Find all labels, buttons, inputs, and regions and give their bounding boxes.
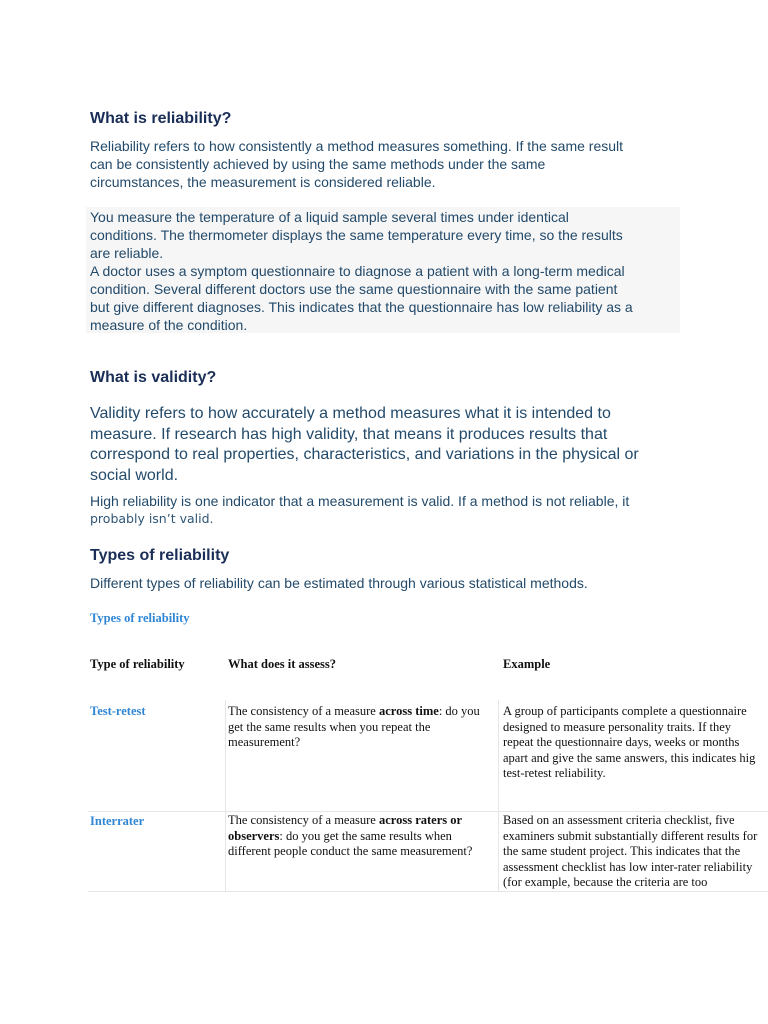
text-line: Validity refers to how accurately a method measures what it is intended to bbox=[90, 405, 611, 422]
table-divider bbox=[498, 700, 499, 891]
validity-note bbox=[90, 492, 680, 528]
text-line: conditions. The thermometer displays the same temperature every time, so the results bbox=[90, 227, 623, 243]
text-line: measure. If research has high validity, that means it produces results that bbox=[90, 425, 608, 443]
heading-what-is-validity: What is validity? bbox=[90, 369, 217, 386]
text-line: condition. Several different doctors use the same questionnaire with the same patient bbox=[90, 281, 618, 297]
text-line: Based on an assessment criteria checklist, five bbox=[503, 813, 735, 827]
heading-types-of-reliability: Types of reliability bbox=[90, 547, 230, 564]
text-line: (for example, because the criteria are too bbox=[503, 875, 708, 889]
text-line: measurement? bbox=[228, 735, 301, 749]
row-example-cell bbox=[503, 704, 768, 782]
text-line: assessment checklist has low inter-rater reliability bbox=[503, 859, 753, 874]
types-intro: Different types of reliability can be estimated through various statistical methods. bbox=[90, 575, 588, 591]
reliability-definition bbox=[90, 137, 680, 191]
table-caption: Types of reliability bbox=[90, 611, 190, 625]
validity-definition bbox=[90, 404, 680, 486]
text-line: observers: do you get the same results when bbox=[228, 828, 452, 843]
text-line: The consistency of a measure across time: do you bbox=[228, 704, 480, 718]
text-line: The consistency of a measure across raters or bbox=[228, 813, 463, 827]
text-line: the same student project. This indicates that the bbox=[503, 844, 741, 858]
table-divider bbox=[88, 891, 768, 892]
text-line: A doctor uses a symptom questionnaire to diagnose a patient with a long-term medical bbox=[90, 263, 625, 279]
table-divider bbox=[225, 700, 226, 891]
text-line: A group of participants complete a questionnaire bbox=[503, 704, 747, 718]
table-header-type: Type of reliability bbox=[90, 657, 185, 671]
text-line: but give different diagnoses. This indicates that the questionnaire has low reliability as a bbox=[90, 299, 633, 315]
text-line: circumstances, the measurement is considered reliable. bbox=[90, 174, 436, 190]
text-line: correspond to real properties, characteristics, and variations in the physical or bbox=[90, 446, 639, 463]
text-line: different people conduct the same measurement? bbox=[228, 844, 473, 858]
table-divider bbox=[88, 811, 768, 812]
text-line: measure of the condition. bbox=[90, 317, 248, 333]
row-type-interrater: Interrater bbox=[90, 814, 145, 828]
text-line: get the same results when you repeat the bbox=[228, 719, 431, 734]
text-line: High reliability is one indicator that a measurement is valid. If a method is not reliable, it bbox=[90, 493, 630, 509]
text-line: Reliability refers to how consistently a method measures something. If the same result bbox=[90, 138, 624, 154]
table-header-example: Example bbox=[503, 657, 551, 671]
row-type-test-retest: Test-retest bbox=[90, 704, 146, 718]
reliability-examples-box bbox=[86, 207, 680, 333]
table-header-assess: What does it assess? bbox=[228, 657, 336, 671]
text-line: You measure the temperature of a liquid sample several times under identical bbox=[90, 209, 569, 225]
text-line: apart and give the same answers, this indicates hig bbox=[503, 750, 756, 765]
heading-what-is-reliability: What is reliability? bbox=[90, 110, 232, 127]
text-line: probably isn’t valid. bbox=[90, 511, 214, 526]
text-line: designed to measure personality traits. If they bbox=[503, 719, 732, 734]
row-assess-cell bbox=[228, 813, 472, 860]
text-line: test-retest reliability. bbox=[503, 766, 606, 780]
row-example-cell bbox=[503, 813, 768, 891]
row-assess-cell bbox=[228, 704, 480, 751]
text-line: social world. bbox=[90, 466, 179, 484]
text-line: repeat the questionnaire days, weeks or months bbox=[503, 735, 740, 749]
text-line: examiners submit substantially different results for bbox=[503, 828, 758, 843]
text-line: are reliable. bbox=[90, 245, 164, 261]
text-line: can be consistently achieved by using the same methods under the same bbox=[90, 156, 546, 172]
